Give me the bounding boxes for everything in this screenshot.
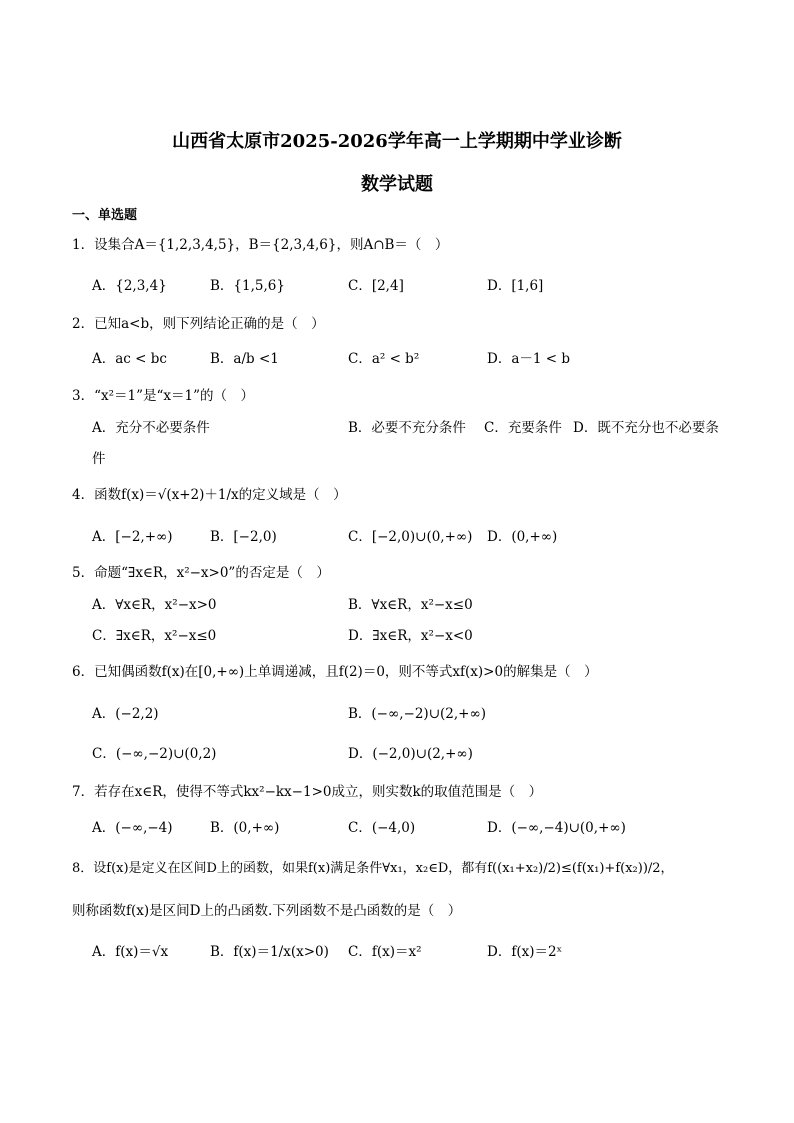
question-7-stem: 7．若存在x∈R，使得不等式kx²−kx−1>0成立，则实数k的取值范围是（ ） [72, 784, 543, 800]
question-7-option-d: D．(−∞,−4)∪(0,+∞) [487, 820, 626, 836]
question-3-option-c: C．充要条件 [484, 420, 562, 436]
question-8-option-b: B．f(x)＝1/x(x>0) [210, 944, 329, 960]
question-3-option-d: D．既不充分也不必要条 [573, 420, 719, 436]
question-1-option-b: B．{1,5,6} [210, 278, 285, 294]
question-1-option-d: D．[1,6] [487, 278, 544, 294]
question-8-option-a: A．f(x)＝√x [92, 944, 169, 960]
question-7-option-b: B．(0,+∞) [210, 820, 280, 836]
exam-title: 山西省太原市2025-2026学年高一上学期期中学业诊断 [172, 131, 622, 152]
question-4-option-d: D．(0,+∞) [487, 529, 558, 545]
question-8-stem: 8．设f(x)是定义在区间D上的函数，如果f(x)满足条件∀x₁，x₂∈D，都有f((x₁+x₂)/2)≤(f(x₁)+f(x₂))/2， [72, 861, 674, 876]
question-2-option-a: A．ac < bc [92, 351, 167, 367]
question-6-option-d: D．(−2,0)∪(2,+∞) [348, 746, 473, 762]
question-3-option-d-continued: 件 [92, 451, 106, 467]
question-3-option-b: B．必要不充分条件 [348, 420, 466, 436]
question-5-option-d: D．∃x∈R，x²−x<0 [348, 628, 473, 644]
question-4-option-a: A．[−2,+∞) [92, 529, 173, 545]
question-8-option-c: C．f(x)＝x² [348, 944, 422, 960]
question-1-option-a: A．{2,3,4} [92, 278, 167, 294]
question-3-stem: 3．“x²＝1”是“x＝1”的（ ） [72, 388, 255, 404]
exam-subtitle: 数学试题 [361, 174, 433, 195]
question-7-option-c: C．(−4,0) [348, 820, 416, 836]
question-3-option-a: A．充分不必要条件 [92, 420, 210, 436]
question-2-option-b: B．a/b <1 [210, 351, 279, 367]
question-5-option-c: C．∃x∈R，x²−x≤0 [92, 628, 217, 644]
question-5-stem: 5．命题“∃x∈R，x²−x>0”的否定是（ ） [72, 565, 330, 581]
section-heading: 一、单选题 [72, 208, 138, 223]
question-4-option-b: B．[−2,0) [210, 529, 277, 545]
question-2-option-d: D．a－1 < b [487, 351, 570, 367]
question-2-option-c: C．a² < b² [348, 351, 420, 367]
question-6-option-c: C．(−∞,−2)∪(0,2) [92, 746, 217, 762]
question-6-stem: 6．已知偶函数f(x)在[0,+∞)上单调递减，且f(2)＝0，则不等式xf(x)>0的解集是（ ） [72, 664, 598, 680]
question-5-option-b: B．∀x∈R，x²−x≤0 [348, 597, 473, 613]
question-2-stem: 2．已知a<b，则下列结论正确的是（ ） [72, 316, 325, 332]
question-1-stem: 1．设集合A＝{1,2,3,4,5}，B＝{2,3,4,6}，则A∩B＝（ ） [72, 237, 449, 253]
question-6-option-b: B．(−∞,−2)∪(2,+∞) [348, 706, 486, 722]
question-1-option-c: C．[2,4] [348, 278, 404, 294]
question-4-option-c: C．[−2,0)∪(0,+∞) [348, 529, 473, 545]
question-6-option-a: A．(−2,2) [92, 706, 159, 722]
question-7-option-a: A．(−∞,−4) [92, 820, 173, 836]
question-8-stem-line-2: 则称函数f(x)是区间D上的凸函数.下列函数不是凸函数的是（ ） [72, 903, 462, 919]
question-4-stem: 4．函数f(x)＝√(x+2)＋1/x的定义域是（ ） [72, 487, 347, 503]
question-5-option-a: A．∀x∈R，x²−x>0 [92, 597, 217, 613]
question-8-option-d: D．f(x)＝2ˣ [487, 944, 563, 960]
